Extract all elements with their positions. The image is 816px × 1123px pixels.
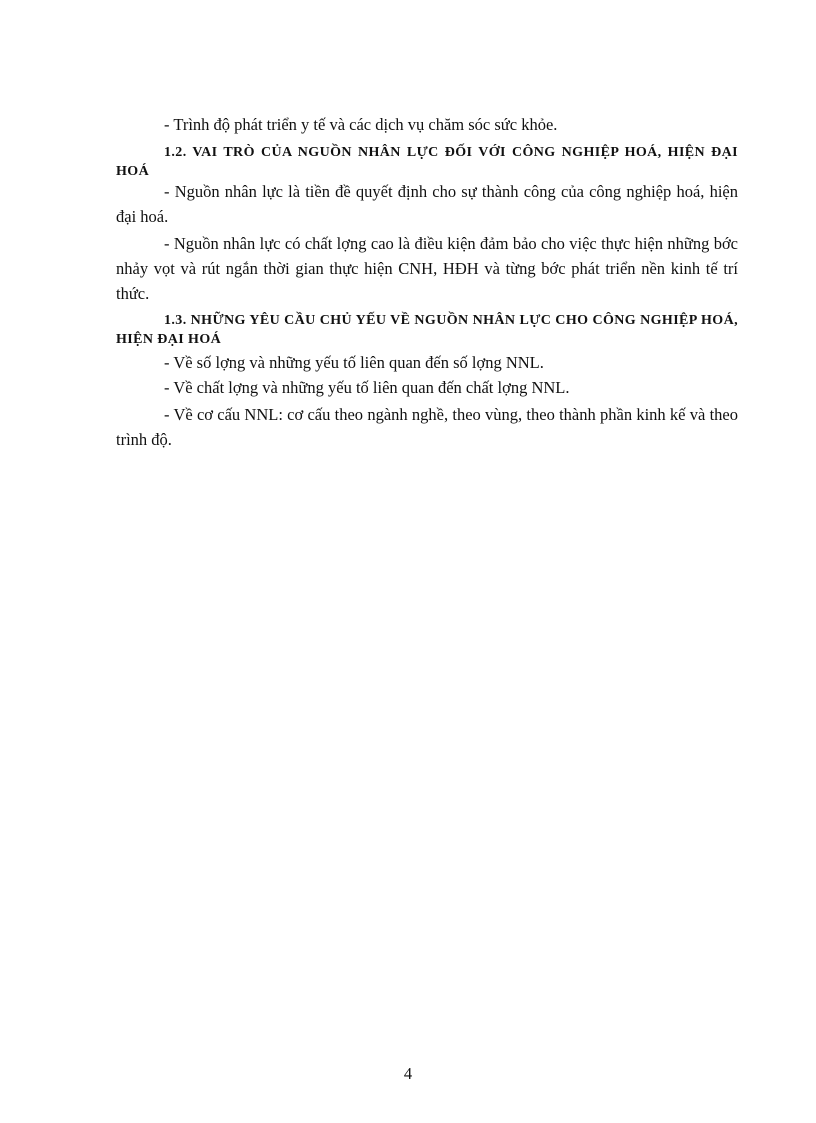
requirement-quantity: - Về số lợng và những yếu tố liên quan đến số lợng NNL.: [164, 353, 544, 372]
paragraph-role-quality: - Nguồn nhân lực có chất lợng cao là điều kiện đảm bảo cho việc thực hiện những bớc nhảy vọt và rút ngắn thời gian thực hiện CNH, HĐH và từng bớc phát triển nền kinh tế trí thức.: [116, 234, 738, 303]
health-line: - Trình độ phát triển y tế và các dịch vụ chăm sóc sức khỏe.: [164, 115, 558, 134]
requirement-quality: - Về chất lợng và những yếu tố liên quan đến chất lợng NNL.: [164, 378, 570, 397]
section-heading-1-3: 1.3. NHỮNG YÊU CẦU CHỦ YẾU VỀ NGUỒN NHÂN LỰC CHO CÔNG NGHIỆP HOÁ, HIỆN ĐẠI HOÁ: [116, 313, 738, 347]
paragraph-role-premise: - Nguồn nhân lực là tiền đề quyết định cho sự thành công của công nghiệp hoá, hiện đại hoá.: [116, 182, 738, 226]
page-number: 4: [403, 1064, 413, 1083]
requirement-structure: - Về cơ cấu NNL: cơ cấu theo ngành nghề, theo vùng, theo thành phần kinh kế và theo trình độ.: [116, 405, 738, 449]
section-heading-1-2: 1.2. VAI TRÒ CỦA NGUỒN NHÂN LỰC ĐỐI VỚI CÔNG NGHIỆP HOÁ, HIỆN ĐẠI HOÁ: [116, 145, 738, 179]
